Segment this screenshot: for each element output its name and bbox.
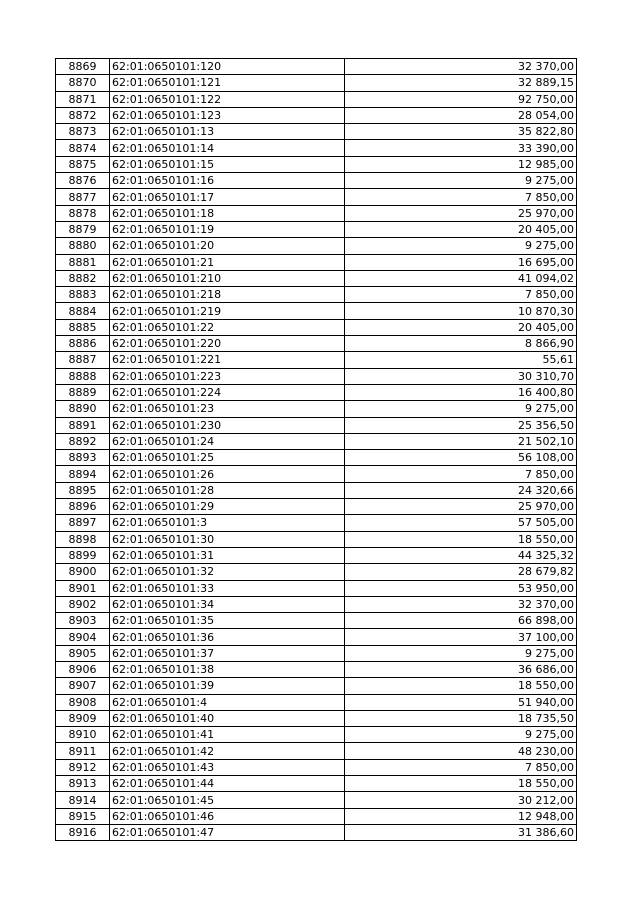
cadastral-number-cell: 62:01:0650101:35 xyxy=(110,613,345,629)
table-row xyxy=(56,221,577,237)
value-cell: 7 850,00 xyxy=(345,759,577,775)
row-number-cell: 8887 xyxy=(56,352,110,368)
value-cell: 66 898,00 xyxy=(345,613,577,629)
table-row xyxy=(56,59,577,75)
row-number-cell: 8871 xyxy=(56,91,110,107)
row-number-cell: 8907 xyxy=(56,678,110,694)
value-cell: 7 850,00 xyxy=(345,466,577,482)
table-row xyxy=(56,759,577,775)
row-number-cell: 8872 xyxy=(56,107,110,123)
cadastral-number-cell: 62:01:0650101:24 xyxy=(110,433,345,449)
value-cell: 51 940,00 xyxy=(345,694,577,710)
value-cell: 36 686,00 xyxy=(345,661,577,677)
row-number-cell: 8909 xyxy=(56,710,110,726)
value-cell: 9 275,00 xyxy=(345,727,577,743)
table-row xyxy=(56,547,577,563)
row-number-cell: 8876 xyxy=(56,173,110,189)
row-number-cell: 8892 xyxy=(56,433,110,449)
cadastral-number-cell: 62:01:0650101:22 xyxy=(110,319,345,335)
cadastral-number-cell: 62:01:0650101:42 xyxy=(110,743,345,759)
row-number-cell: 8908 xyxy=(56,694,110,710)
table-row xyxy=(56,678,577,694)
cadastral-number-cell: 62:01:0650101:31 xyxy=(110,547,345,563)
cadastral-number-cell: 62:01:0650101:15 xyxy=(110,156,345,172)
row-number-cell: 8894 xyxy=(56,466,110,482)
row-number-cell: 8897 xyxy=(56,515,110,531)
table-row xyxy=(56,319,577,335)
row-number-cell: 8906 xyxy=(56,661,110,677)
row-number-cell: 8869 xyxy=(56,59,110,75)
row-number-cell: 8899 xyxy=(56,547,110,563)
row-number-cell: 8886 xyxy=(56,336,110,352)
table-row xyxy=(56,254,577,270)
table-row xyxy=(56,303,577,319)
row-number-cell: 8902 xyxy=(56,596,110,612)
row-number-cell: 8914 xyxy=(56,792,110,808)
value-cell: 16 695,00 xyxy=(345,254,577,270)
cadastral-number-cell: 62:01:0650101:19 xyxy=(110,221,345,237)
table-row xyxy=(56,140,577,156)
cadastral-number-cell: 62:01:0650101:17 xyxy=(110,189,345,205)
value-cell: 16 400,80 xyxy=(345,384,577,400)
cadastral-number-cell: 62:01:0650101:36 xyxy=(110,629,345,645)
cadastral-number-cell: 62:01:0650101:47 xyxy=(110,824,345,840)
row-number-cell: 8913 xyxy=(56,776,110,792)
cadastral-number-cell: 62:01:0650101:37 xyxy=(110,645,345,661)
value-cell: 20 405,00 xyxy=(345,319,577,335)
cadastral-number-cell: 62:01:0650101:28 xyxy=(110,482,345,498)
value-cell: 92 750,00 xyxy=(345,91,577,107)
value-cell: 41 094,02 xyxy=(345,270,577,286)
cadastral-number-cell: 62:01:0650101:38 xyxy=(110,661,345,677)
value-cell: 9 275,00 xyxy=(345,238,577,254)
value-cell: 25 970,00 xyxy=(345,499,577,515)
table-row xyxy=(56,450,577,466)
table-row xyxy=(56,352,577,368)
row-number-cell: 8885 xyxy=(56,319,110,335)
value-cell: 56 108,00 xyxy=(345,450,577,466)
value-cell: 48 230,00 xyxy=(345,743,577,759)
table-row xyxy=(56,564,577,580)
cadastral-number-cell: 62:01:0650101:21 xyxy=(110,254,345,270)
table-row xyxy=(56,91,577,107)
row-number-cell: 8888 xyxy=(56,368,110,384)
row-number-cell: 8911 xyxy=(56,743,110,759)
table-row xyxy=(56,368,577,384)
value-cell: 9 275,00 xyxy=(345,645,577,661)
table-row xyxy=(56,205,577,221)
document-page xyxy=(55,58,577,841)
table-row xyxy=(56,531,577,547)
cadastral-number-cell: 62:01:0650101:23 xyxy=(110,401,345,417)
cadastral-number-cell: 62:01:0650101:45 xyxy=(110,792,345,808)
row-number-cell: 8879 xyxy=(56,221,110,237)
table-row xyxy=(56,482,577,498)
row-number-cell: 8910 xyxy=(56,727,110,743)
table-row xyxy=(56,124,577,140)
table-row xyxy=(56,710,577,726)
row-number-cell: 8881 xyxy=(56,254,110,270)
cadastral-value-table xyxy=(55,58,577,841)
table-row xyxy=(56,580,577,596)
value-cell: 20 405,00 xyxy=(345,221,577,237)
cadastral-number-cell: 62:01:0650101:219 xyxy=(110,303,345,319)
table-row xyxy=(56,808,577,824)
cadastral-number-cell: 62:01:0650101:120 xyxy=(110,59,345,75)
value-cell: 28 679,82 xyxy=(345,564,577,580)
value-cell: 7 850,00 xyxy=(345,189,577,205)
row-number-cell: 8877 xyxy=(56,189,110,205)
table-row xyxy=(56,596,577,612)
row-number-cell: 8889 xyxy=(56,384,110,400)
value-cell: 8 866,90 xyxy=(345,336,577,352)
cadastral-number-cell: 62:01:0650101:224 xyxy=(110,384,345,400)
row-number-cell: 8890 xyxy=(56,401,110,417)
cadastral-number-cell: 62:01:0650101:40 xyxy=(110,710,345,726)
value-cell: 28 054,00 xyxy=(345,107,577,123)
value-cell: 9 275,00 xyxy=(345,173,577,189)
value-cell: 32 370,00 xyxy=(345,59,577,75)
value-cell: 25 356,50 xyxy=(345,417,577,433)
value-cell: 30 310,70 xyxy=(345,368,577,384)
table-row xyxy=(56,727,577,743)
value-cell: 44 325,32 xyxy=(345,547,577,563)
value-cell: 30 212,00 xyxy=(345,792,577,808)
row-number-cell: 8915 xyxy=(56,808,110,824)
cadastral-number-cell: 62:01:0650101:223 xyxy=(110,368,345,384)
table-row xyxy=(56,417,577,433)
value-cell: 12 985,00 xyxy=(345,156,577,172)
value-cell: 32 889,15 xyxy=(345,75,577,91)
table-row xyxy=(56,824,577,840)
row-number-cell: 8883 xyxy=(56,287,110,303)
row-number-cell: 8896 xyxy=(56,499,110,515)
table-row xyxy=(56,433,577,449)
cadastral-number-cell: 62:01:0650101:13 xyxy=(110,124,345,140)
cadastral-number-cell: 62:01:0650101:18 xyxy=(110,205,345,221)
cadastral-number-cell: 62:01:0650101:20 xyxy=(110,238,345,254)
value-cell: 33 390,00 xyxy=(345,140,577,156)
row-number-cell: 8905 xyxy=(56,645,110,661)
value-cell: 32 370,00 xyxy=(345,596,577,612)
cadastral-number-cell: 62:01:0650101:121 xyxy=(110,75,345,91)
table-row xyxy=(56,336,577,352)
row-number-cell: 8895 xyxy=(56,482,110,498)
cadastral-number-cell: 62:01:0650101:25 xyxy=(110,450,345,466)
table-row xyxy=(56,515,577,531)
value-cell: 7 850,00 xyxy=(345,287,577,303)
table-row xyxy=(56,613,577,629)
table-body xyxy=(56,59,577,841)
cadastral-number-cell: 62:01:0650101:122 xyxy=(110,91,345,107)
cadastral-number-cell: 62:01:0650101:230 xyxy=(110,417,345,433)
row-number-cell: 8870 xyxy=(56,75,110,91)
table-row xyxy=(56,792,577,808)
value-cell: 35 822,80 xyxy=(345,124,577,140)
table-row xyxy=(56,499,577,515)
cadastral-number-cell: 62:01:0650101:39 xyxy=(110,678,345,694)
table-row xyxy=(56,466,577,482)
table-row xyxy=(56,661,577,677)
cadastral-number-cell: 62:01:0650101:30 xyxy=(110,531,345,547)
row-number-cell: 8878 xyxy=(56,205,110,221)
value-cell: 57 505,00 xyxy=(345,515,577,531)
cadastral-number-cell: 62:01:0650101:44 xyxy=(110,776,345,792)
row-number-cell: 8916 xyxy=(56,824,110,840)
cadastral-number-cell: 62:01:0650101:210 xyxy=(110,270,345,286)
table-row xyxy=(56,776,577,792)
table-row xyxy=(56,743,577,759)
cadastral-number-cell: 62:01:0650101:43 xyxy=(110,759,345,775)
row-number-cell: 8901 xyxy=(56,580,110,596)
value-cell: 9 275,00 xyxy=(345,401,577,417)
value-cell: 21 502,10 xyxy=(345,433,577,449)
cadastral-number-cell: 62:01:0650101:218 xyxy=(110,287,345,303)
value-cell: 25 970,00 xyxy=(345,205,577,221)
row-number-cell: 8898 xyxy=(56,531,110,547)
row-number-cell: 8912 xyxy=(56,759,110,775)
cadastral-number-cell: 62:01:0650101:221 xyxy=(110,352,345,368)
cadastral-number-cell: 62:01:0650101:26 xyxy=(110,466,345,482)
cadastral-number-cell: 62:01:0650101:33 xyxy=(110,580,345,596)
value-cell: 18 550,00 xyxy=(345,776,577,792)
table-row xyxy=(56,645,577,661)
row-number-cell: 8874 xyxy=(56,140,110,156)
row-number-cell: 8891 xyxy=(56,417,110,433)
table-row xyxy=(56,75,577,91)
table-row xyxy=(56,401,577,417)
value-cell: 18 735,50 xyxy=(345,710,577,726)
cadastral-number-cell: 62:01:0650101:16 xyxy=(110,173,345,189)
table-row xyxy=(56,270,577,286)
cadastral-number-cell: 62:01:0650101:123 xyxy=(110,107,345,123)
table-row xyxy=(56,238,577,254)
row-number-cell: 8893 xyxy=(56,450,110,466)
row-number-cell: 8873 xyxy=(56,124,110,140)
value-cell: 12 948,00 xyxy=(345,808,577,824)
row-number-cell: 8904 xyxy=(56,629,110,645)
table-row xyxy=(56,694,577,710)
row-number-cell: 8882 xyxy=(56,270,110,286)
table-row xyxy=(56,156,577,172)
value-cell: 18 550,00 xyxy=(345,531,577,547)
table-row xyxy=(56,189,577,205)
value-cell: 37 100,00 xyxy=(345,629,577,645)
cadastral-number-cell: 62:01:0650101:32 xyxy=(110,564,345,580)
cadastral-number-cell: 62:01:0650101:3 xyxy=(110,515,345,531)
value-cell: 18 550,00 xyxy=(345,678,577,694)
row-number-cell: 8875 xyxy=(56,156,110,172)
table-row xyxy=(56,629,577,645)
row-number-cell: 8880 xyxy=(56,238,110,254)
table-row xyxy=(56,173,577,189)
cadastral-number-cell: 62:01:0650101:46 xyxy=(110,808,345,824)
value-cell: 53 950,00 xyxy=(345,580,577,596)
table-row xyxy=(56,287,577,303)
value-cell: 10 870,30 xyxy=(345,303,577,319)
row-number-cell: 8884 xyxy=(56,303,110,319)
table-row xyxy=(56,107,577,123)
value-cell: 55,61 xyxy=(345,352,577,368)
row-number-cell: 8903 xyxy=(56,613,110,629)
cadastral-number-cell: 62:01:0650101:29 xyxy=(110,499,345,515)
value-cell: 24 320,66 xyxy=(345,482,577,498)
cadastral-number-cell: 62:01:0650101:41 xyxy=(110,727,345,743)
cadastral-number-cell: 62:01:0650101:34 xyxy=(110,596,345,612)
cadastral-number-cell: 62:01:0650101:220 xyxy=(110,336,345,352)
cadastral-number-cell: 62:01:0650101:14 xyxy=(110,140,345,156)
row-number-cell: 8900 xyxy=(56,564,110,580)
value-cell: 31 386,60 xyxy=(345,824,577,840)
table-row xyxy=(56,384,577,400)
cadastral-number-cell: 62:01:0650101:4 xyxy=(110,694,345,710)
